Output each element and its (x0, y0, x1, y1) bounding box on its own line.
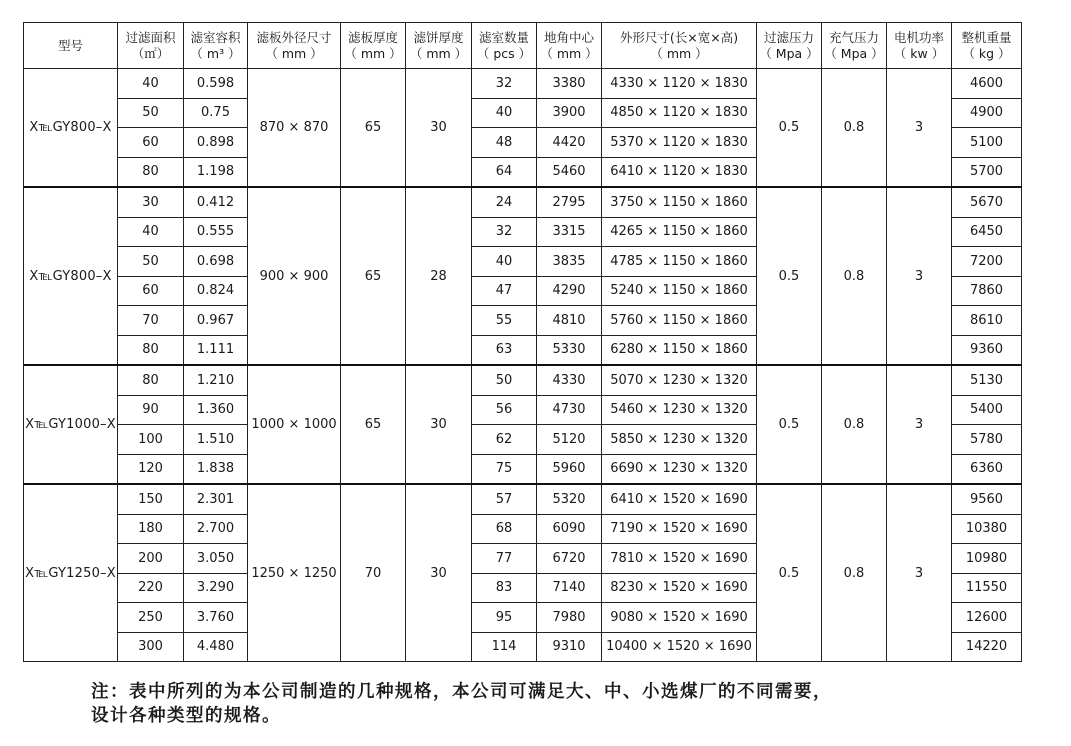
column-header-unit: （ mm ） (409, 45, 468, 61)
dimensions-cell: 4785 × 1150 × 1860 (602, 247, 757, 277)
anchor-cell: 9310 (537, 632, 602, 662)
dimensions-cell: 4850 × 1120 × 1830 (602, 98, 757, 128)
weight-cell: 10980 (952, 544, 1022, 574)
footnote-line-2: 设计各种类型的规格。 (91, 706, 281, 726)
plate-thickness-cell: 65 (341, 187, 406, 365)
dimensions-cell: 4265 × 1150 × 1860 (602, 217, 757, 247)
column-header-unit: （ kw ） (893, 45, 945, 61)
chambers-cell: 32 (472, 69, 537, 99)
column-header (822, 23, 887, 69)
column-header (118, 23, 184, 69)
weight-cell: 7860 (952, 276, 1022, 306)
weight-cell: 6360 (952, 454, 1022, 484)
cake-thickness-cell: 30 (406, 69, 472, 188)
volume-cell: 4.480 (184, 632, 248, 662)
area-cell: 150 (118, 484, 184, 514)
inflation-pressure-cell: 0.8 (822, 365, 887, 484)
dimensions-cell: 6690 × 1230 × 1320 (602, 454, 757, 484)
chambers-cell: 64 (472, 157, 537, 187)
chambers-cell: 62 (472, 425, 537, 455)
weight-cell: 5670 (952, 187, 1022, 217)
dimensions-cell: 6410 × 1120 × 1830 (602, 157, 757, 187)
anchor-cell: 5120 (537, 425, 602, 455)
dimensions-cell: 10400 × 1520 × 1690 (602, 632, 757, 662)
footnote-line-1: 注：表中所列的为本公司制造的几种规格，本公司可满足大、中、小选煤厂的不同需要， (91, 682, 832, 702)
filter-pressure-cell: 0.5 (757, 484, 822, 662)
weight-cell: 5130 (952, 365, 1022, 395)
weight-cell: 4600 (952, 69, 1022, 99)
chambers-cell: 95 (472, 603, 537, 633)
area-cell: 80 (118, 365, 184, 395)
cake-thickness-cell: 28 (406, 187, 472, 365)
motor-power-cell: 3 (887, 484, 952, 662)
anchor-cell: 3900 (537, 98, 602, 128)
plate-size-cell: 1250 × 1250 (248, 484, 341, 662)
chambers-cell: 48 (472, 128, 537, 158)
chambers-cell: 114 (472, 632, 537, 662)
model-cell: X℡GY1000–X (24, 365, 118, 484)
filter-pressure-cell: 0.5 (757, 187, 822, 365)
plate-size-cell: 870 × 870 (248, 69, 341, 188)
anchor-cell: 3315 (537, 217, 602, 247)
chambers-cell: 40 (472, 247, 537, 277)
volume-cell: 2.700 (184, 514, 248, 544)
chambers-cell: 63 (472, 335, 537, 365)
weight-cell: 14220 (952, 632, 1022, 662)
table-body (24, 69, 1022, 662)
chambers-cell: 47 (472, 276, 537, 306)
table-row (24, 365, 1022, 395)
area-cell: 80 (118, 157, 184, 187)
column-header-title: 过滤压力 (763, 29, 814, 45)
volume-cell: 1.838 (184, 454, 248, 484)
cake-thickness-cell: 30 (406, 365, 472, 484)
table-row (24, 187, 1022, 217)
motor-power-cell: 3 (887, 187, 952, 365)
column-header (757, 23, 822, 69)
dimensions-cell: 3750 × 1150 × 1860 (602, 187, 757, 217)
plate-size-cell: 900 × 900 (248, 187, 341, 365)
dimensions-cell: 4330 × 1120 × 1830 (602, 69, 757, 99)
anchor-cell: 3835 (537, 247, 602, 277)
dimensions-cell: 7810 × 1520 × 1690 (602, 544, 757, 574)
motor-power-cell: 3 (887, 365, 952, 484)
area-cell: 80 (118, 335, 184, 365)
area-cell: 300 (118, 632, 184, 662)
plate-size-cell: 1000 × 1000 (248, 365, 341, 484)
chambers-cell: 50 (472, 365, 537, 395)
column-header-title: 滤板外径尺寸 (256, 29, 332, 45)
footnote (91, 680, 1021, 728)
volume-cell: 0.598 (184, 69, 248, 99)
area-cell: 30 (118, 187, 184, 217)
weight-cell: 10380 (952, 514, 1022, 544)
model-cell: X℡GY1250–X (24, 484, 118, 662)
column-header (952, 23, 1022, 69)
anchor-cell: 4330 (537, 365, 602, 395)
column-header-title: 地角中心 (543, 29, 594, 45)
volume-cell: 0.698 (184, 247, 248, 277)
volume-cell: 1.111 (184, 335, 248, 365)
area-cell: 200 (118, 544, 184, 574)
column-header-unit: （ kg ） (962, 45, 1011, 61)
anchor-cell: 7980 (537, 603, 602, 633)
column-header-title: 滤室数量 (478, 29, 529, 45)
plate-thickness-cell: 65 (341, 365, 406, 484)
volume-cell: 0.75 (184, 98, 248, 128)
column-header-unit: （ m³ ） (190, 45, 241, 61)
chambers-cell: 55 (472, 306, 537, 336)
volume-cell: 1.360 (184, 395, 248, 425)
column-header (887, 23, 952, 69)
weight-cell: 8610 (952, 306, 1022, 336)
column-header-unit: （ mm ） (344, 45, 402, 61)
area-cell: 60 (118, 276, 184, 306)
anchor-cell: 5330 (537, 335, 602, 365)
column-header (24, 23, 118, 69)
dimensions-cell: 8230 × 1520 × 1690 (602, 573, 757, 603)
anchor-cell: 2795 (537, 187, 602, 217)
column-header-unit: （ Mpa ） (824, 45, 884, 61)
volume-cell: 0.824 (184, 276, 248, 306)
table-header (24, 23, 1022, 69)
plate-thickness-cell: 65 (341, 69, 406, 188)
chambers-cell: 56 (472, 395, 537, 425)
area-cell: 180 (118, 514, 184, 544)
filter-pressure-cell: 0.5 (757, 365, 822, 484)
dimensions-cell: 9080 × 1520 × 1690 (602, 603, 757, 633)
weight-cell: 11550 (952, 573, 1022, 603)
motor-power-cell: 3 (887, 69, 952, 188)
column-header (341, 23, 406, 69)
inflation-pressure-cell: 0.8 (822, 484, 887, 662)
column-header-unit: （ mm ） (540, 45, 598, 61)
anchor-cell: 5320 (537, 484, 602, 514)
anchor-cell: 4420 (537, 128, 602, 158)
volume-cell: 3.760 (184, 603, 248, 633)
filter-pressure-cell: 0.5 (757, 69, 822, 188)
dimensions-cell: 5240 × 1150 × 1860 (602, 276, 757, 306)
volume-cell: 3.290 (184, 573, 248, 603)
column-header (248, 23, 341, 69)
weight-cell: 9360 (952, 335, 1022, 365)
area-cell: 50 (118, 247, 184, 277)
dimensions-cell: 5760 × 1150 × 1860 (602, 306, 757, 336)
column-header-unit: （㎡） (131, 45, 170, 61)
anchor-cell: 5960 (537, 454, 602, 484)
dimensions-cell: 7190 × 1520 × 1690 (602, 514, 757, 544)
dimensions-cell: 5460 × 1230 × 1320 (602, 395, 757, 425)
anchor-cell: 5460 (537, 157, 602, 187)
area-cell: 40 (118, 69, 184, 99)
area-cell: 60 (118, 128, 184, 158)
volume-cell: 0.412 (184, 187, 248, 217)
weight-cell: 5700 (952, 157, 1022, 187)
column-header-title: 充气压力 (828, 29, 879, 45)
column-header-unit: （ mm ） (265, 45, 323, 61)
column-header-title: 滤板厚度 (347, 29, 398, 45)
anchor-cell: 4730 (537, 395, 602, 425)
weight-cell: 5780 (952, 425, 1022, 455)
inflation-pressure-cell: 0.8 (822, 69, 887, 188)
volume-cell: 0.898 (184, 128, 248, 158)
dimensions-cell: 6410 × 1520 × 1690 (602, 484, 757, 514)
column-header-title: 滤饼厚度 (413, 29, 464, 45)
area-cell: 90 (118, 395, 184, 425)
inflation-pressure-cell: 0.8 (822, 187, 887, 365)
cake-thickness-cell: 30 (406, 484, 472, 662)
column-header-title: 整机重量 (961, 29, 1012, 45)
weight-cell: 6450 (952, 217, 1022, 247)
column-header-title: 过滤面积 (125, 29, 176, 45)
area-cell: 70 (118, 306, 184, 336)
chambers-cell: 75 (472, 454, 537, 484)
model-cell: X℡GY800–X (24, 69, 118, 188)
column-header-title: 电机功率 (893, 29, 944, 45)
dimensions-cell: 5850 × 1230 × 1320 (602, 425, 757, 455)
area-cell: 40 (118, 217, 184, 247)
chambers-cell: 83 (472, 573, 537, 603)
weight-cell: 7200 (952, 247, 1022, 277)
weight-cell: 5400 (952, 395, 1022, 425)
area-cell: 220 (118, 573, 184, 603)
volume-cell: 2.301 (184, 484, 248, 514)
chambers-cell: 57 (472, 484, 537, 514)
header-row (24, 23, 1022, 69)
plate-thickness-cell: 70 (341, 484, 406, 662)
volume-cell: 3.050 (184, 544, 248, 574)
area-cell: 250 (118, 603, 184, 633)
anchor-cell: 6720 (537, 544, 602, 574)
anchor-cell: 6090 (537, 514, 602, 544)
chambers-cell: 24 (472, 187, 537, 217)
weight-cell: 4900 (952, 98, 1022, 128)
dimensions-cell: 6280 × 1150 × 1860 (602, 335, 757, 365)
column-header-unit: （ Mpa ） (759, 45, 819, 61)
anchor-cell: 4810 (537, 306, 602, 336)
volume-cell: 0.967 (184, 306, 248, 336)
column-header (406, 23, 472, 69)
spec-table (23, 22, 1022, 662)
weight-cell: 5100 (952, 128, 1022, 158)
model-cell: X℡GY800–X (24, 187, 118, 365)
area-cell: 120 (118, 454, 184, 484)
chambers-cell: 40 (472, 98, 537, 128)
weight-cell: 9560 (952, 484, 1022, 514)
table-row (24, 484, 1022, 514)
column-header-title: 滤室容积 (190, 29, 241, 45)
anchor-cell: 3380 (537, 69, 602, 99)
area-cell: 100 (118, 425, 184, 455)
column-header (184, 23, 248, 69)
column-header-unit: （ mm ） (650, 45, 708, 61)
anchor-cell: 4290 (537, 276, 602, 306)
column-header-title: 型号 (57, 37, 83, 53)
column-header (602, 23, 757, 69)
table-row (24, 69, 1022, 99)
column-header-title: 外形尺寸(长×宽×高) (619, 29, 739, 45)
dimensions-cell: 5070 × 1230 × 1320 (602, 365, 757, 395)
chambers-cell: 77 (472, 544, 537, 574)
column-header (472, 23, 537, 69)
volume-cell: 1.210 (184, 365, 248, 395)
column-header-unit: （ pcs ） (476, 45, 532, 61)
volume-cell: 0.555 (184, 217, 248, 247)
chambers-cell: 32 (472, 217, 537, 247)
anchor-cell: 7140 (537, 573, 602, 603)
chambers-cell: 68 (472, 514, 537, 544)
volume-cell: 1.510 (184, 425, 248, 455)
weight-cell: 12600 (952, 603, 1022, 633)
area-cell: 50 (118, 98, 184, 128)
column-header (537, 23, 602, 69)
volume-cell: 1.198 (184, 157, 248, 187)
dimensions-cell: 5370 × 1120 × 1830 (602, 128, 757, 158)
